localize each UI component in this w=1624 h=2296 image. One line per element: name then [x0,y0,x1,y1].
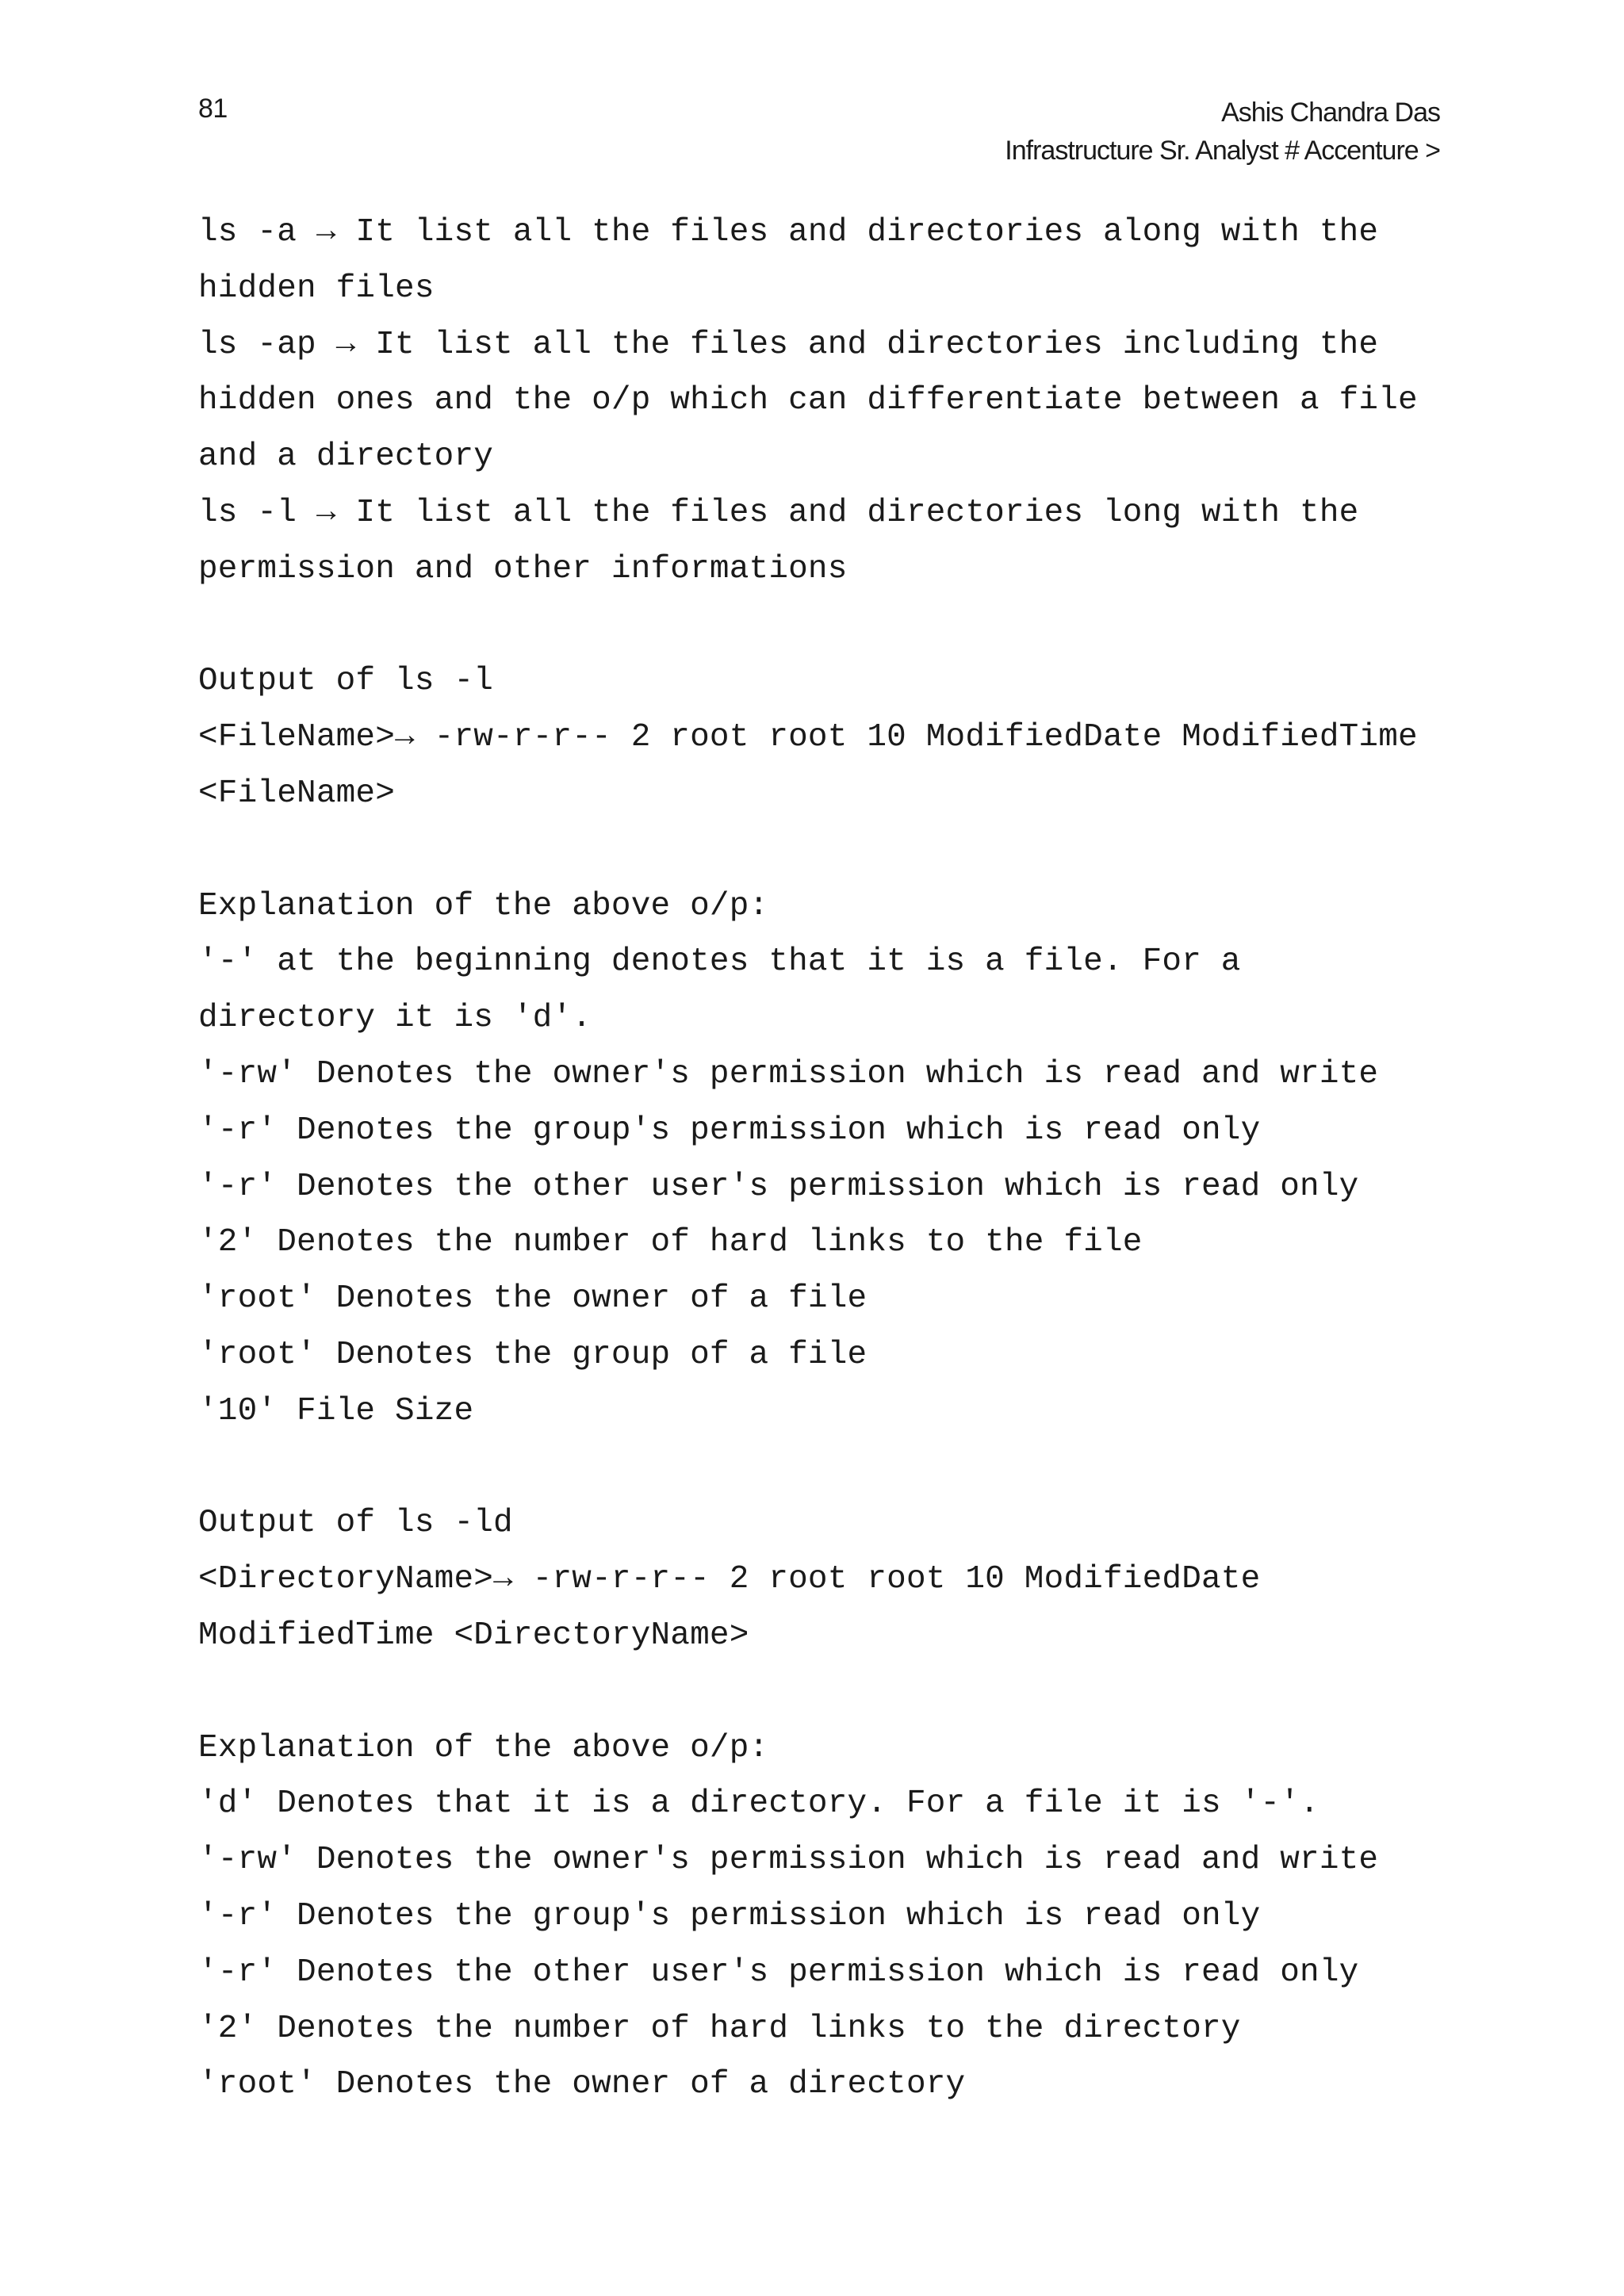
blank-line [198,598,1467,654]
text-line: '-r' Denotes the other user's permission which is read only [198,1954,1359,1991]
text-line: 'root' Denotes the owner of a file [198,1280,868,1318]
text-line: '-' at the beginning denotes that it is a file. For a [198,943,1241,981]
text-line: '-r' Denotes the group's permission which is read only [198,1897,1261,1934]
text-line: <FileName> [198,775,396,812]
text-line: directory it is 'd'. [198,1000,592,1037]
text-line: 'root' Denotes the group of a file [198,1336,868,1373]
author-block [1005,94,1440,170]
page-number: 81 [198,94,228,124]
text-line: hidden ones and the o/p which can differentiate between a file [198,382,1418,419]
blank-line [198,1440,1467,1496]
section-heading: Explanation of the above o/p: [198,887,769,924]
blank-line [198,1664,1467,1720]
text-line: '-r' Denotes the other user's permission which is read only [198,1168,1359,1205]
text-line: ls -ap → It list all the files and directories including the [198,326,1379,363]
text-line: '2' Denotes the number of hard links to the directory [198,2010,1241,2047]
author-name: Ashis Chandra Das [1221,98,1440,128]
text-line: ls -l → It list all the files and directories long with the [198,494,1359,531]
text-line: <FileName>→ -rw-r-r-- 2 root root 10 ModifiedDate ModifiedTime [198,719,1418,756]
text-line: '-rw' Denotes the owner's permission which is read and write [198,1842,1379,1879]
text-line: '10' File Size [198,1392,474,1429]
author-title: Infrastructure Sr. Analyst # Accenture > [1005,136,1440,166]
document-body [198,205,1467,2113]
text-line: '-r' Denotes the group's permission which is read only [198,1112,1261,1149]
section-heading: Output of ls -ld [198,1505,513,1542]
section-heading: Explanation of the above o/p: [198,1729,769,1766]
text-line: '2' Denotes the number of hard links to the file [198,1224,1143,1261]
text-line: <DirectoryName>→ -rw-r-r-- 2 root root 10 ModifiedDate [198,1561,1261,1598]
text-line: ModifiedTime <DirectoryName> [198,1617,749,1654]
text-line: '-rw' Denotes the owner's permission which is read and write [198,1055,1379,1093]
section-heading: Output of ls -l [198,663,494,700]
text-line: and a directory [198,438,494,476]
text-line: hidden files [198,270,435,307]
text-line: 'root' Denotes the owner of a directory [198,2066,966,2103]
blank-line [198,822,1467,878]
text-line: permission and other informations [198,550,848,587]
text-line: 'd' Denotes that it is a directory. For a file it is '-'. [198,1785,1320,1823]
text-line: ls -a → It list all the files and directories along with the [198,214,1379,251]
